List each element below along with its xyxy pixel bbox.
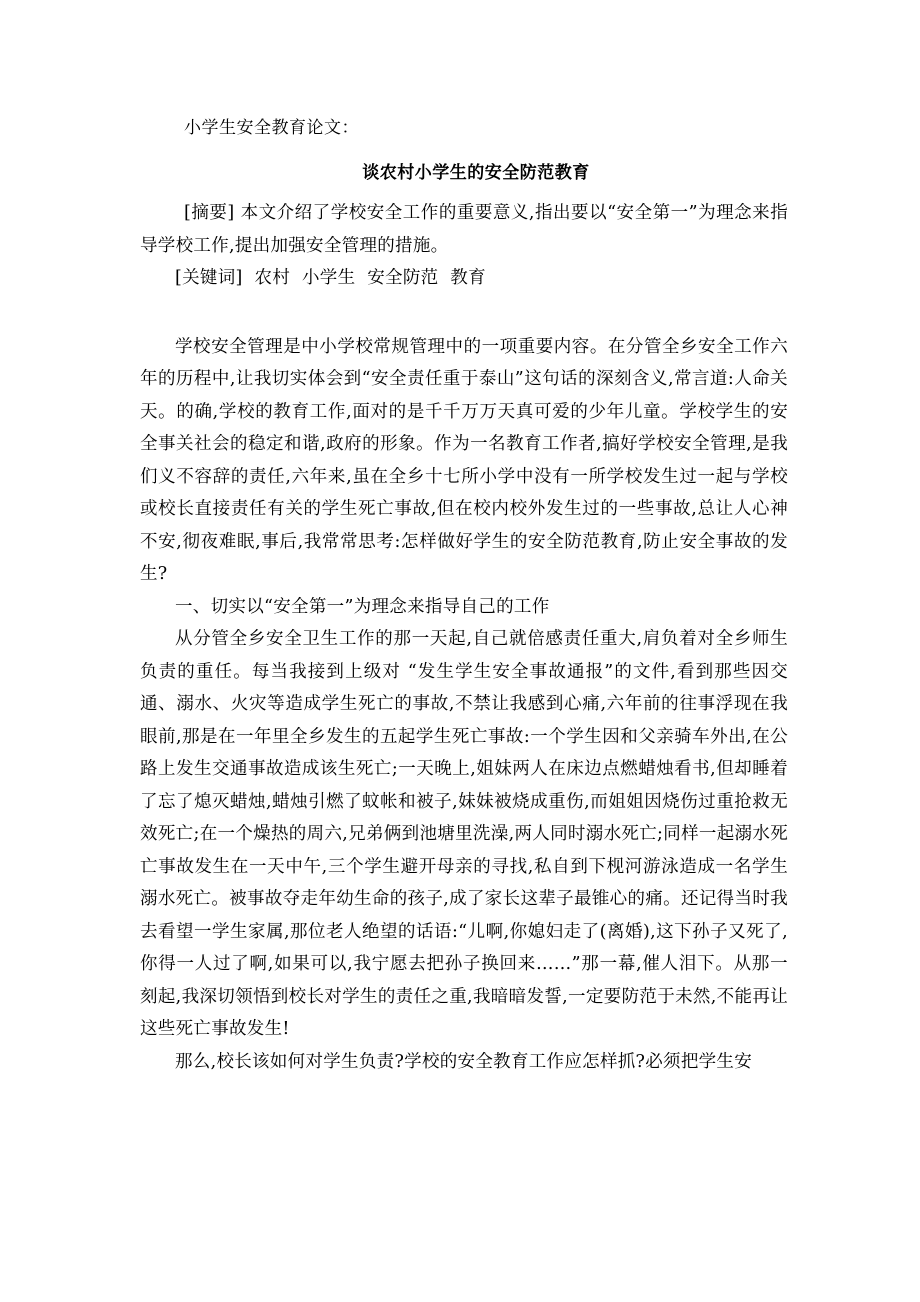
abstract-paragraph: [摘要] 本文介绍了学校安全工作的重要意义,指出要以“安全第一”为理念来指导学校工作,提出加强安全管理的措施。 [140,203,788,256]
body-paragraph-section-1: 从分管全乡安全卫生工作的那一天起,自己就倍感责任重大,肩负着对全乡师生负责的重任。每当我接到上级对 “发生学生安全事故通报”的文件,看到那些因交通、溺水、火灾等造成学生死亡的事故,不禁让我感到心痛,六年前的往事浮现在我眼前,那是在一年里全乡发生的五起学生死亡事故:一个学生因和父亲骑车外出,在公路上发生交通事故造成该生死亡;一天晚上,姐妹两人在床边点燃蜡烛看书,但却睡着了忘了熄灭蜡烛,蜡烛引燃了蚊帐和被子,妹妹被烧成重伤,而姐姐因烧伤过重抢救无效死亡;在一个燥热的周六,兄弟俩到池塘里洗澡,两人同时溺水死亡;同样一起溺水死亡事故发生在一天中午,三个学生避开母亲的寻找,私自到下枧河游泳造成一名学生溺水死亡。被事故夺走年幼生命的孩子,成了家长这辈子最锥心的痛。还记得当时我去看望一学生家属,那位老人绝望的话语:“儿啊,你媳妇走了(离婚),这下孙子又死了,你得一人过了啊,如果可以,我宁愿去把孙子换回来……”那一幕,催人泪下。从那一刻起,我深切领悟到校长对学生的责任之重,我暗暗发誓,一定要防范于未然,不能再让这些死亡事故发生! [140,629,788,1039]
document-page [140,118,788,1078]
paragraph-gap [140,295,788,331]
keywords-line: [关键词] 农村 小学生 安全防范 教育 [175,268,486,288]
body-paragraph-intro: 学校安全管理是中小学校常规管理中的一项重要内容。在分管全乡安全工作六年的历程中,让我切实体会到“安全责任重于泰山”这句话的深刻含义,常言道:人命关天。的确,学校的教育工作,面对的是千千万万天真可爱的少年儿童。学校学生的安全事关社会的稳定和谐,政府的形象。作为一名教育工作者,搞好学校安全管理,是我们义不容辞的责任,六年来,虽在全乡十七所小学中没有一所学校发生过一起与学校或校长直接责任有关的学生死亡事故,但在校内校外发生过的一些事故,总让人心神不安,彻夜难眠,事后,我常常思考:怎样做好学生的安全防范教育,防止安全事故的发生? [140,336,788,584]
document-title: 谈农村小学生的安全防范教育 [362,163,590,183]
section-heading-1: 一、切实以“安全第一”为理念来指导自己的工作 [175,596,550,617]
document-label: 小学生安全教育论文： [184,118,359,138]
body-paragraph-continued: 那么,校长该如何对学生负责?学校的安全教育工作应怎样抓?必须把学生安 [175,1051,753,1072]
